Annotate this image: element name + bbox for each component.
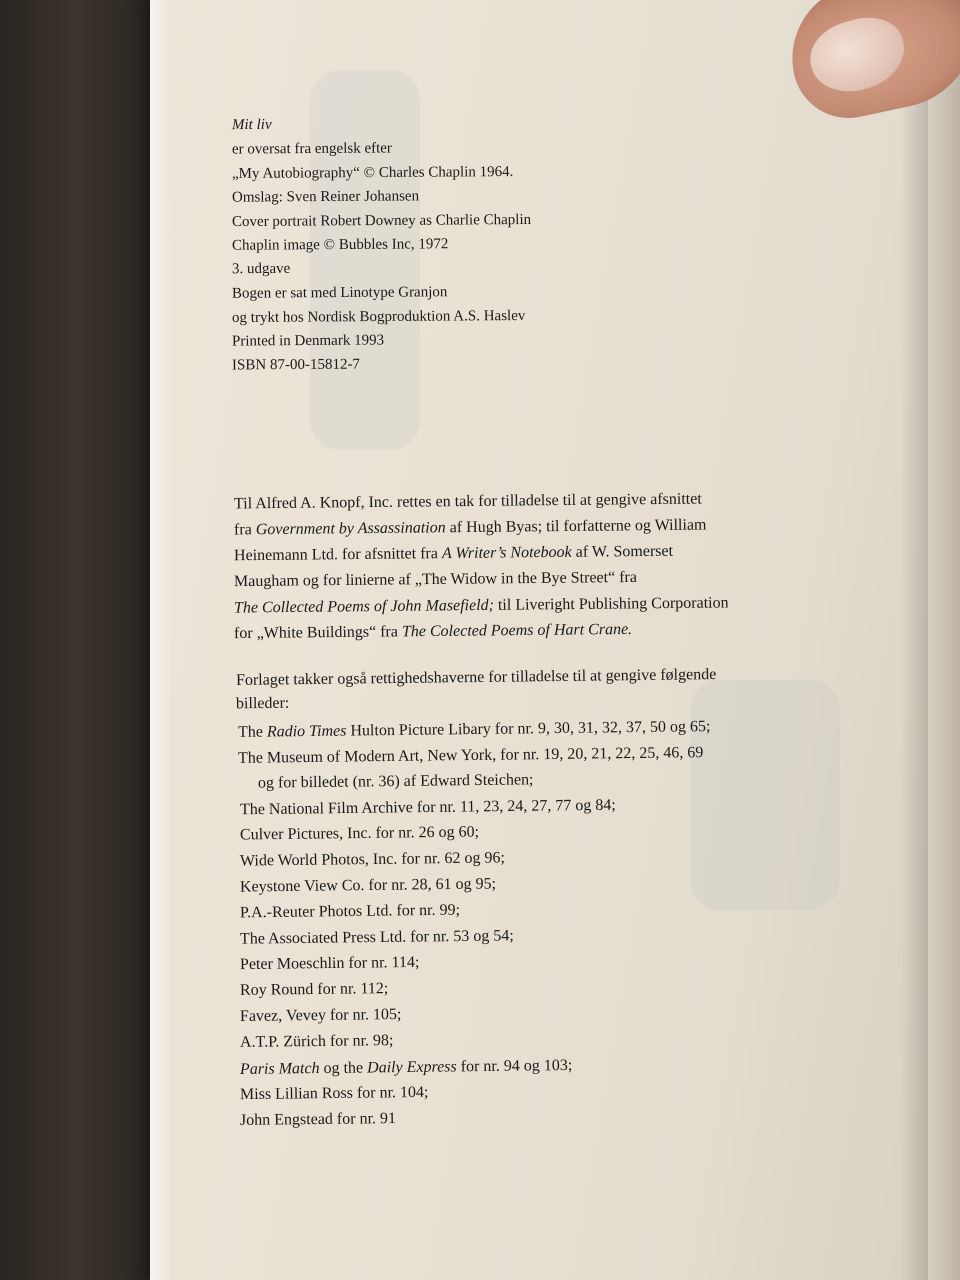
colophon-line: og trykt hos Nordisk Bogproduktion A.S. Haslev xyxy=(231,307,526,327)
colophon-line: Cover portrait Robert Downey as Charlie Chaplin xyxy=(231,211,532,231)
credit-item: Miss Lillian Ross for nr. 104; xyxy=(239,1083,429,1104)
show-through-figure xyxy=(310,70,420,450)
credit-item: The National Film Archive for nr. 11, 23, 24, 27, 77 og 84; xyxy=(239,796,616,819)
credit-item: Culver Pictures, Inc. for nr. 26 og 60; xyxy=(239,823,480,844)
show-through-block xyxy=(690,680,840,910)
isbn: ISBN 87-00-15812-7 xyxy=(231,356,360,374)
credits-intro: Forlaget takker også rettighedshaverne for tilladelse til at gengive følgende xyxy=(235,666,717,689)
colophon-line: Chaplin image © Bubbles Inc, 1972 xyxy=(231,236,449,254)
thanks-line: Til Alfred A. Knopf, Inc. rettes en tak for tilladelse til at gengive afsnittet xyxy=(233,490,702,513)
thanks-line: Maugham og for linierne af „The Widow in the Bye Street“ fra xyxy=(233,568,637,591)
colophon-line: Bogen er sat med Linotype Granjon xyxy=(231,284,448,302)
credit-item: The Radio Times Hulton Picture Libary for nr. 9, 30, 31, 32, 37, 50 og 65; xyxy=(237,718,711,741)
credit-item: Paris Match og the Daily Express for nr. 94 og 103; xyxy=(239,1056,573,1079)
colophon-line: Omslag: Sven Reiner Johansen xyxy=(231,188,420,206)
credit-item: og for billedet (nr. 36) af Edward Steichen; xyxy=(257,771,534,792)
credit-item: Roy Round for nr. 112; xyxy=(239,980,389,999)
colophon-title: Mit liv xyxy=(231,116,272,134)
adjacent-page xyxy=(928,0,960,1280)
credits-intro: billeder: xyxy=(235,694,290,713)
thanks-line: fra Government by Assassination af Hugh Byas; til forfatterne og William xyxy=(233,516,707,539)
credit-item: John Engstead for nr. 91 xyxy=(239,1110,397,1129)
thanks-line: The Collected Poems of John Masefield; til Liveright Publishing Corporation xyxy=(233,594,729,617)
credit-item: A.T.P. Zürich for nr. 98; xyxy=(239,1032,394,1051)
thanks-line: for „White Buildings“ fra The Colected Poems of Hart Crane. xyxy=(233,620,633,643)
credit-item: The Associated Press Ltd. for nr. 53 og 54; xyxy=(239,927,514,948)
colophon-line: „My Autobiography“ © Charles Chaplin 1964. xyxy=(231,164,514,182)
colophon-line: Printed in Denmark 1993 xyxy=(231,332,385,350)
credit-item: Wide World Photos, Inc. for nr. 62 og 96; xyxy=(239,849,505,870)
colophon-line: 3. udgave xyxy=(231,260,291,278)
credit-item: Keystone View Co. for nr. 28, 61 og 95; xyxy=(239,875,497,896)
credit-item: Peter Moeschlin for nr. 114; xyxy=(239,953,420,974)
credit-item: The Museum of Modern Art, New York, for nr. 19, 20, 21, 22, 25, 46, 69 xyxy=(237,744,704,767)
credit-item: Favez, Vevey for nr. 105; xyxy=(239,1006,402,1025)
colophon-line: er oversat fra engelsk efter xyxy=(231,140,392,158)
credit-item: P.A.-Reuter Photos Ltd. for nr. 99; xyxy=(239,901,461,922)
page-edge xyxy=(150,0,170,1280)
thanks-line: Heinemann Ltd. for afsnittet fra A Writer’s Notebook af W. Somerset xyxy=(233,542,674,565)
